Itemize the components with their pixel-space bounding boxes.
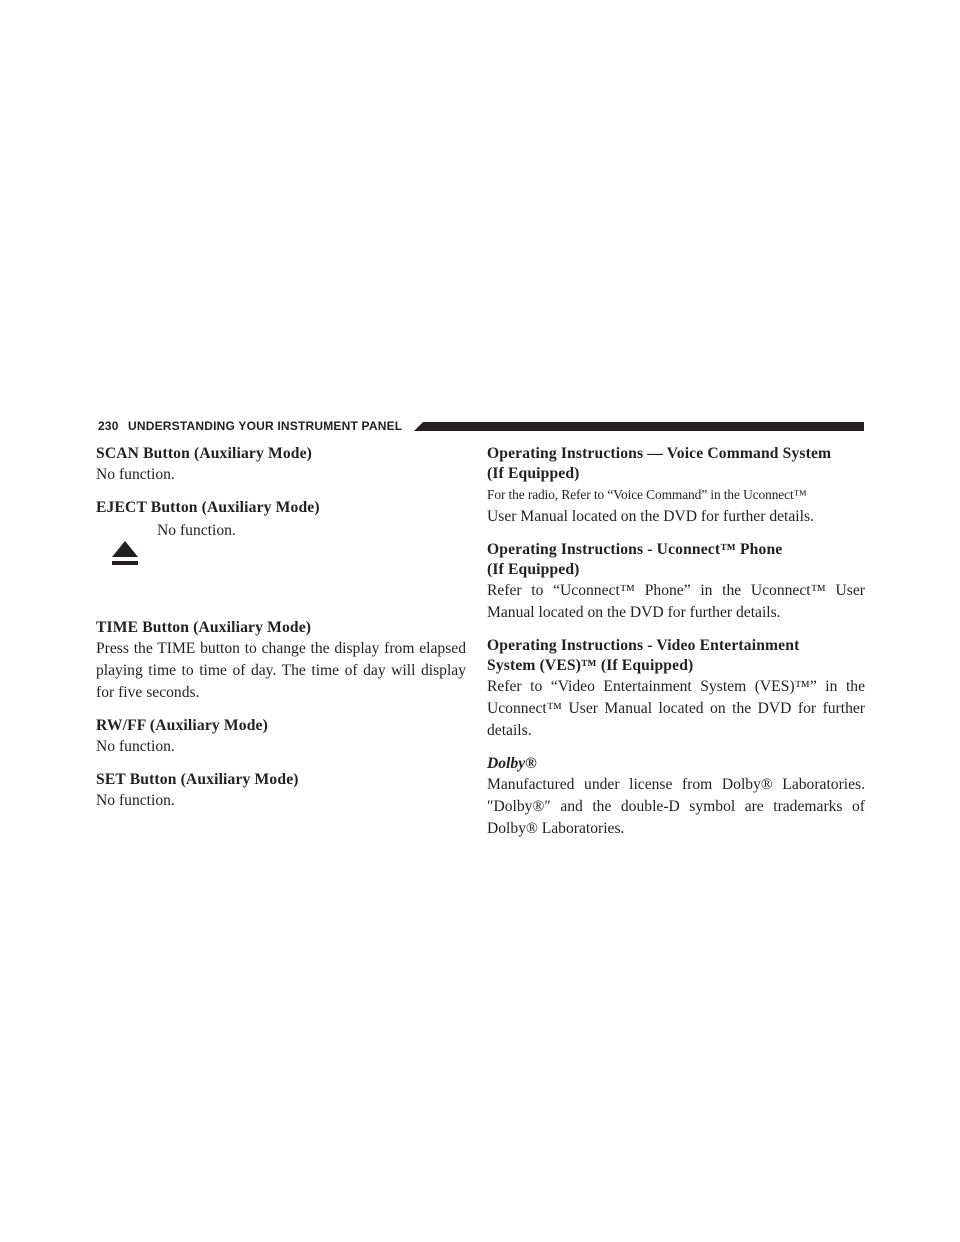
phone-section [487,540,865,624]
ves-section [487,636,865,742]
ves-body: Refer to “Video Entertainment System (VES)™” in the Uconnect™ User Manual located on the DVD for further details. [487,678,865,739]
phone-heading-line1: Operating Instructions - Uconnect™ Phone [487,541,783,558]
page-header [96,418,864,438]
scan-heading: SCAN Button (Auxiliary Mode) [96,445,313,462]
scan-body: No function. [96,466,175,483]
time-heading: TIME Button (Auxiliary Mode) [96,619,312,636]
header-rule-notch [414,422,423,431]
eject-body: No function. [157,522,236,539]
phone-body: Refer to “Uconnect™ Phone” in the Uconnect™ User Manual located on the DVD for further details. [487,582,865,621]
phone-heading [487,540,865,580]
ves-heading-line1: Operating Instructions - Video Entertainment [487,637,800,654]
set-body: No function. [96,792,175,809]
voice-section [487,444,865,528]
time-section [96,618,466,704]
right-column [487,444,865,852]
dolby-heading: Dolby® [487,755,537,772]
time-body: Press the TIME button to change the display from elapsed playing time to time of day. The time of day will display for five seconds. [96,640,466,701]
ves-heading [487,636,865,676]
voice-body [487,484,865,528]
page-number: 230 [98,419,119,433]
scan-section [96,444,466,486]
rwff-heading: RW/FF (Auxiliary Mode) [96,717,268,734]
set-heading: SET Button (Auxiliary Mode) [96,771,299,788]
voice-heading-line1: Operating Instructions — Voice Command System [487,445,832,462]
ves-heading-line2: System (VES)™ (If Equipped) [487,657,694,674]
eject-icon [110,538,140,568]
rwff-section [96,716,466,758]
voice-body-line2: User Manual located on the DVD for further details. [487,508,814,525]
voice-body-line1: For the radio, Refer to “Voice Command” in the Uconnect™ [487,487,807,502]
section-title: UNDERSTANDING YOUR INSTRUMENT PANEL [128,419,403,433]
eject-section [96,498,466,606]
rwff-body: No function. [96,738,175,755]
dolby-section [487,754,865,840]
left-column [96,444,466,824]
voice-heading-line2: (If Equipped) [487,465,580,482]
voice-heading [487,444,865,484]
eject-row [96,520,466,568]
header-rule [414,422,864,431]
set-section [96,770,466,812]
eject-heading: EJECT Button (Auxiliary Mode) [96,499,320,516]
phone-heading-line2: (If Equipped) [487,561,580,578]
dolby-body: Manufactured under license from Dolby® Laboratories. ″Dolby®″ and the double-D symbol are trademarks of Dolby® Laboratories. [487,776,865,837]
